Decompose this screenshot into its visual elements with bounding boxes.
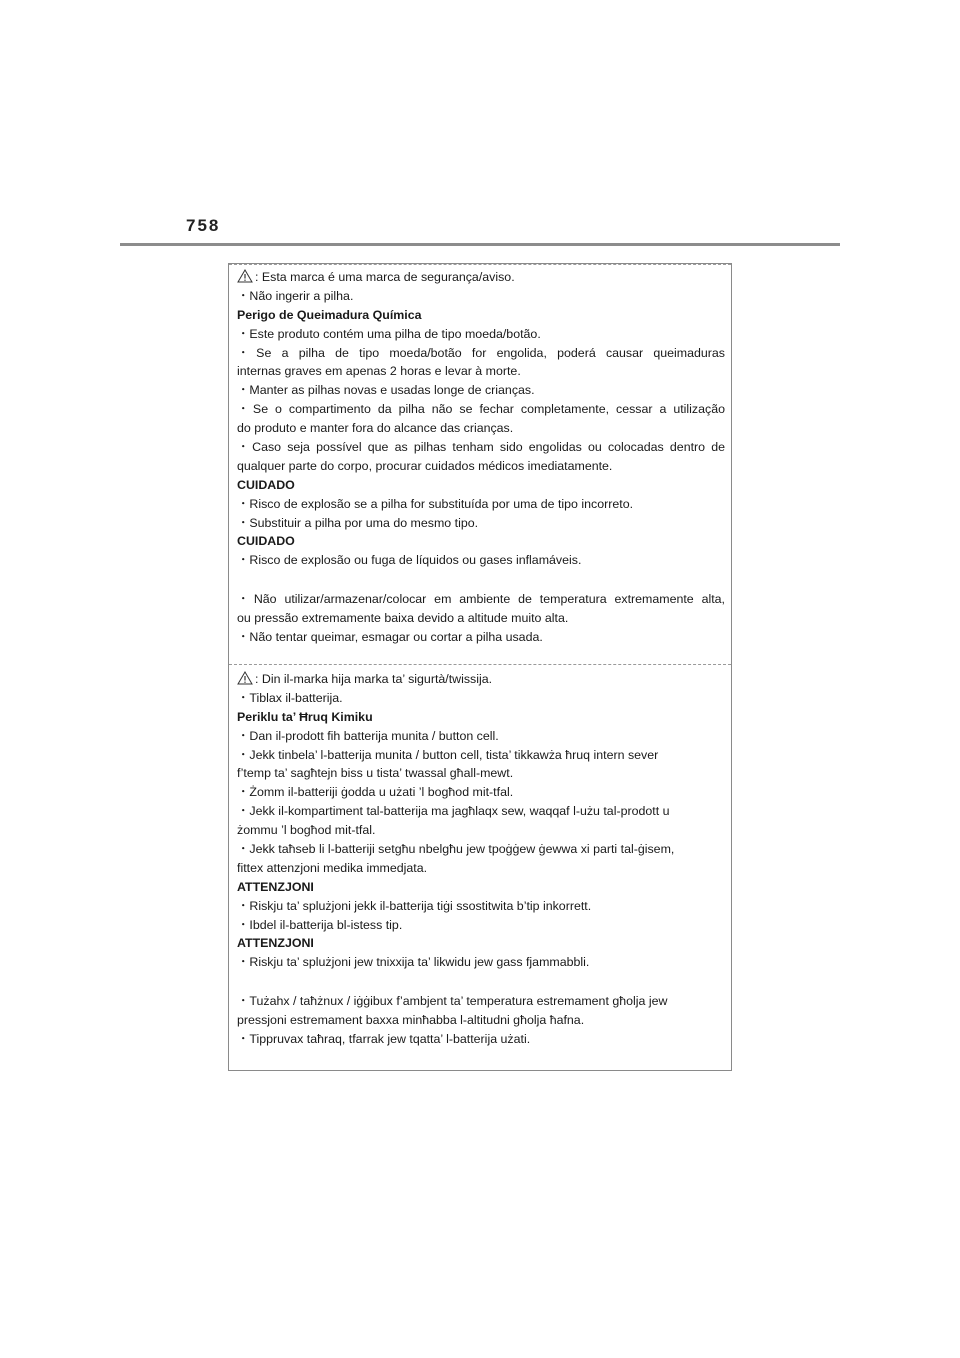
text-line: żommu ’l bogħod mit-tfal. [237, 823, 376, 838]
text-line: ・Manter as pilhas novas e usadas longe de crianças. [237, 383, 535, 398]
blank-line [237, 972, 725, 992]
text-line: pressjoni estremament baxxa minħabba l-altitudni għolja ħafna. [237, 1013, 585, 1028]
section-heading: ATTENZJONI [237, 936, 314, 951]
section-portuguese [237, 268, 725, 647]
battery-warning-box [228, 263, 732, 1071]
symbol-legend-mt [237, 670, 725, 689]
text-line: ・Não tentar queimar, esmagar ou cortar a pilha usada. [237, 630, 543, 645]
section-maltese [237, 670, 725, 1049]
text-line: do produto e manter fora do alcance das crianças. [237, 421, 514, 436]
text-line: f’temp ta’ sagħtejn biss u tista’ twassal għall-mewt. [237, 766, 514, 781]
blank-line [237, 570, 725, 590]
text-line: ou pressão extremamente baixa devido a altitude muito alta. [237, 611, 569, 626]
text-line: ・Se a pilha de tipo moeda/botão for engolida, poderá causar queimaduras [237, 345, 725, 360]
text-line: ・Caso seja possível que as pilhas tenham sido engolidas ou colocadas dentro de [237, 440, 725, 455]
text-line: ・Riskju ta’ splużjoni jew tnixxija ta’ likwidu jew gass fjammabbli. [237, 955, 590, 970]
text-line: ・Żomm il-batteriji ġodda u użati ’l bogħod mit-tfal. [237, 785, 514, 800]
text-line: ・Riskju ta’ splużjoni jekk il-batterija tiġi ssostitwita b’tip inkorrett. [237, 898, 592, 913]
text-line: ・Este produto contém uma pilha de tipo moeda/botão. [237, 326, 541, 341]
section-heading: CUIDADO [237, 534, 295, 549]
text-line: ・Tużahx / taħżnux / iġġibux f’ambjent ta’ temperatura estremament għolja jew [237, 994, 668, 1009]
text-line: ・Ibdel il-batterija bl-istess tip. [237, 917, 403, 932]
section-heading: Periklu ta’ Ħruq Kimiku [237, 709, 373, 724]
text-line: ・Jekk taħseb li l-batteriji setgħu nbelgħu jew tpoġġew ġewwa xi parti tal-ġisem, [237, 842, 675, 857]
text-line: ・Tiblax il-batterija. [237, 690, 343, 705]
text-line: ・Não utilizar/armazenar/colocar em ambiente de temperatura extremamente alta, [237, 592, 725, 607]
text-line: ・Risco de explosão se a pilha for substituída por uma de tipo incorreto. [237, 496, 634, 511]
text-line: ・Não ingerir a pilha. [237, 288, 354, 303]
symbol-legend-text: : Esta marca é uma marca de segurança/aviso. [255, 270, 515, 284]
text-line: ・Jekk il-kompartiment tal-batterija ma jagħlaqx sew, waqqaf l-użu tal-prodott u [237, 804, 670, 819]
page-number: 758 [186, 216, 221, 235]
section-heading: ATTENZJONI [237, 879, 314, 894]
box-top-dashed-border [229, 264, 731, 265]
text-line: ・Dan il-prodott fih batterija munita / button cell. [237, 728, 499, 743]
section-heading: Perigo de Queimadura Química [237, 307, 422, 322]
header-rule [120, 243, 840, 246]
text-line: qualquer parte do corpo, procurar cuidados médicos imediatamente. [237, 458, 613, 473]
section-divider [229, 664, 731, 665]
section-heading: CUIDADO [237, 477, 295, 492]
text-line: ・Tippruvax taħraq, tfarrak jew tqatta’ l-batterija użati. [237, 1032, 531, 1047]
text-line: ・Risco de explosão ou fuga de líquidos ou gases inflamáveis. [237, 553, 582, 568]
text-line: ・Se o compartimento da pilha não se fechar completamente, cessar a utilização [237, 402, 725, 417]
symbol-legend-pt [237, 268, 725, 287]
symbol-legend-text: : Din il-marka hija marka ta’ sigurtà/twissija. [255, 672, 493, 686]
warning-triangle-icon [237, 671, 253, 685]
text-line: internas graves em apenas 2 horas e levar à morte. [237, 364, 521, 379]
warning-triangle-icon [237, 269, 253, 283]
text-line: ・Substituir a pilha por uma do mesmo tipo. [237, 515, 479, 530]
text-line: ・Jekk tinbela’ l-batterija munita / button cell, tista’ tikkawża ħruq intern sever [237, 747, 659, 762]
text-line: fittex attenzjoni medika immedjata. [237, 860, 428, 875]
